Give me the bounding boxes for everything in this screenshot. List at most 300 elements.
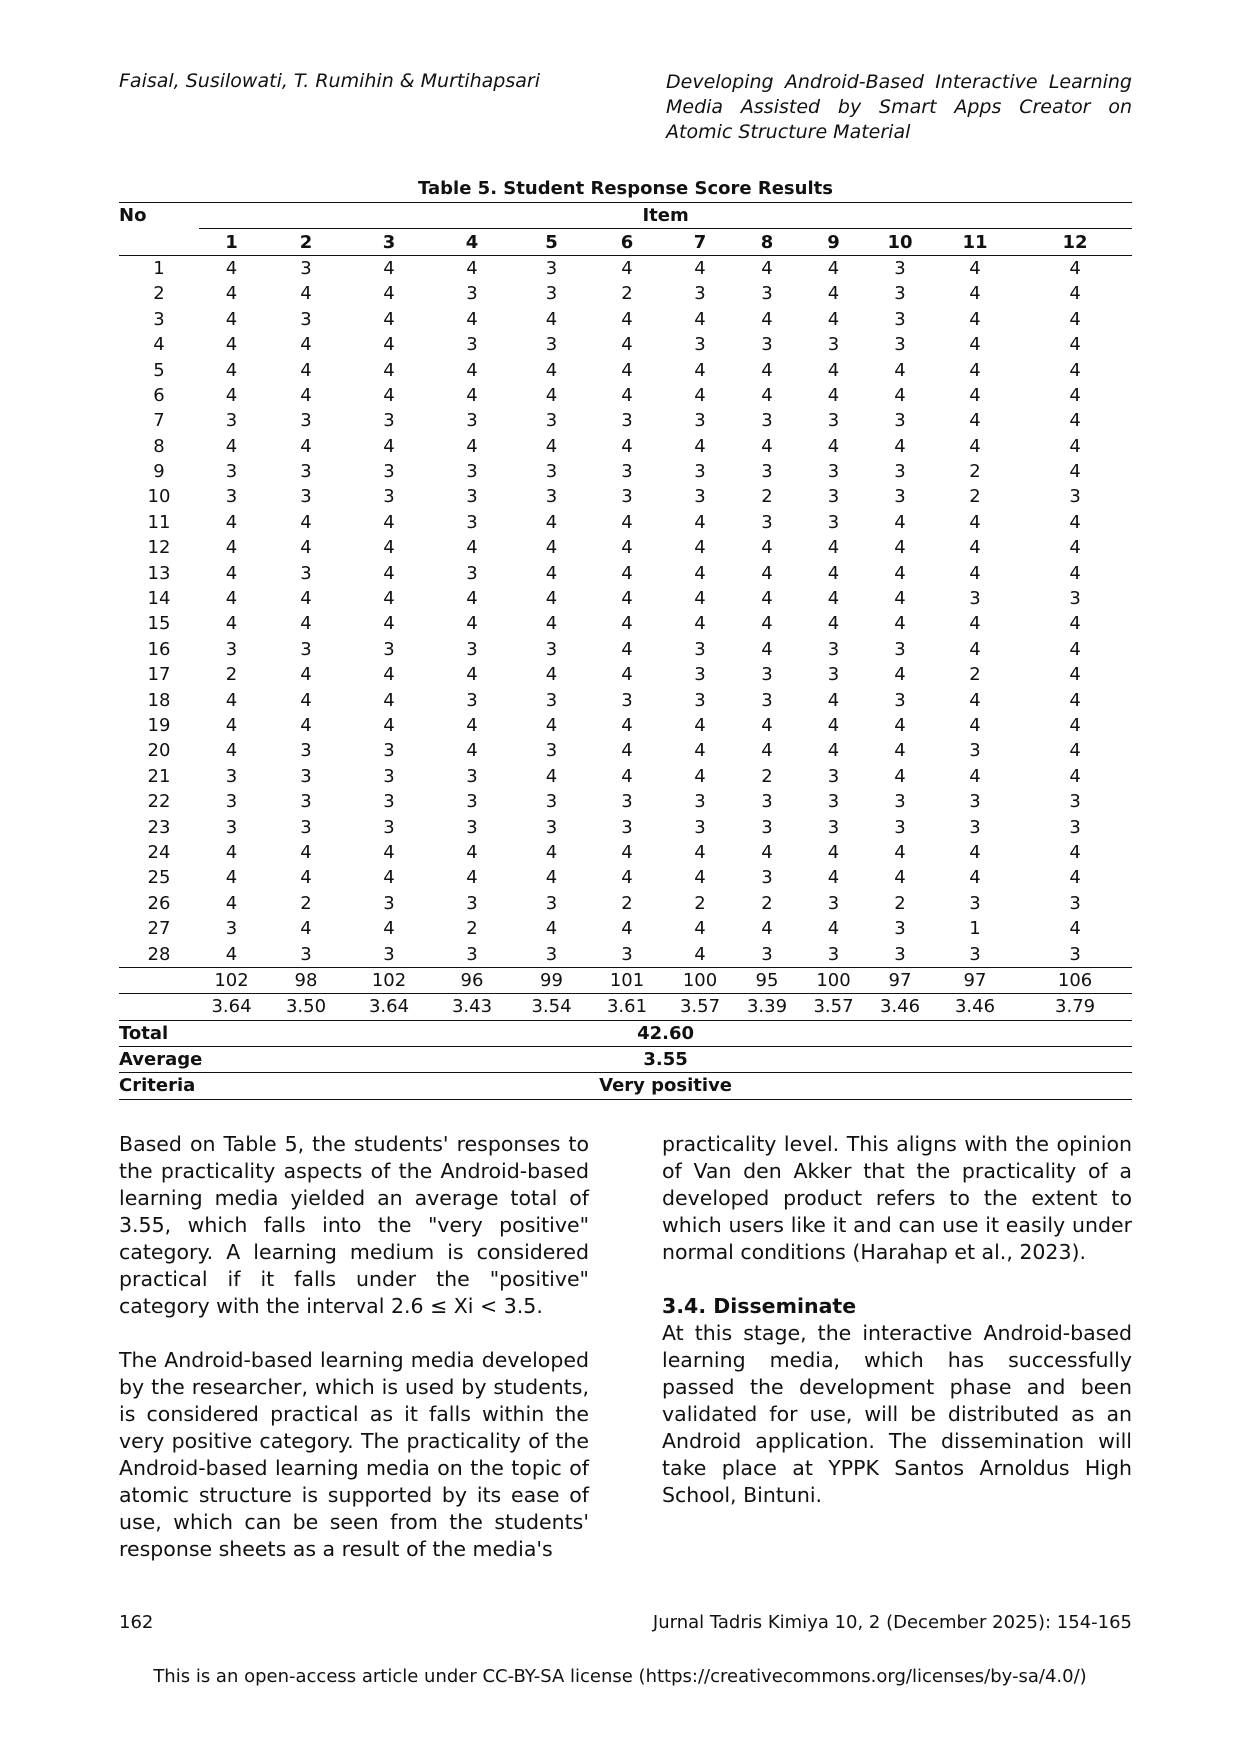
score-cell: 3 [894, 689, 906, 711]
mean-row [119, 994, 1132, 1020]
mean-cell: 3.64 [211, 996, 252, 1018]
score-cell: 3 [225, 791, 238, 813]
score-cell: 4 [466, 588, 478, 610]
score-cell: 3 [761, 943, 773, 965]
score-cell: 3 [383, 410, 395, 432]
score-cell: 3 [545, 791, 558, 813]
score-cell: 4 [694, 511, 706, 533]
score-cell: 4 [225, 511, 238, 533]
score-cell: 4 [225, 308, 238, 330]
score-cell: 4 [545, 562, 558, 584]
score-cell: 3 [894, 410, 906, 432]
score-cell: 4 [621, 613, 633, 635]
journal-citation: Jurnal Tadris Kimiya 10, 2 (December 2025): 154-165 [652, 1612, 1132, 1633]
mean-cell: 3.64 [368, 996, 410, 1018]
score-cell: 3 [969, 892, 981, 914]
score-cell: 4 [694, 841, 706, 863]
total-row [119, 1020, 1132, 1046]
score-cell: 3 [300, 791, 312, 813]
score-cell: 3 [300, 308, 312, 330]
score-cell: 4 [1069, 334, 1081, 356]
mean-cell: 3.43 [451, 996, 493, 1018]
header-article-title: Developing Android-Based Interactive Learning Media Assisted by Smart Apps Creator on Atomic Structure Material [666, 71, 1132, 143]
score-cell: 3 [225, 461, 238, 483]
score-cell: 4 [621, 638, 633, 660]
score-cell: 2 [621, 283, 633, 305]
score-cell: 4 [827, 918, 840, 940]
mean-cell: 3.61 [606, 996, 648, 1018]
score-cell: 4 [894, 664, 906, 686]
score-cell: 4 [466, 537, 478, 559]
score-cell: 4 [827, 537, 840, 559]
score-cell: 4 [969, 511, 981, 533]
score-cell: 4 [894, 715, 906, 736]
score-cell: 3 [694, 638, 706, 660]
score-cell: 3 [827, 638, 840, 660]
no-header: No [119, 205, 147, 227]
score-cell: 4 [969, 359, 981, 381]
score-cell: 3 [225, 816, 238, 838]
score-cell: 4 [969, 537, 981, 559]
item-number: 5 [545, 231, 558, 253]
score-cell: 2 [969, 461, 981, 483]
table-row [119, 637, 1132, 662]
student-number: 1 [153, 257, 165, 279]
score-cell: 4 [969, 308, 981, 330]
score-cell: 4 [694, 562, 706, 584]
score-cell: 4 [827, 588, 840, 610]
score-cell: 4 [894, 841, 906, 863]
score-cell: 4 [761, 918, 773, 940]
total-label: Total [119, 1022, 169, 1044]
score-cell: 4 [969, 613, 981, 635]
score-cell: 3 [300, 765, 312, 787]
table-row [119, 738, 1132, 763]
table-row [119, 459, 1132, 484]
score-cell: 4 [827, 435, 840, 457]
score-cell: 3 [466, 334, 478, 356]
total-value: 42.60 [637, 1022, 695, 1044]
table-row [119, 383, 1132, 408]
score-cell: 3 [383, 638, 395, 660]
score-cell: 4 [761, 384, 773, 406]
score-cell: 3 [761, 791, 773, 813]
student-number: 7 [153, 410, 165, 432]
table-row [119, 865, 1132, 890]
score-cell: 3 [1069, 791, 1081, 813]
score-cell: 3 [300, 638, 312, 660]
score-cell: 3 [894, 308, 906, 330]
score-cell: 4 [1069, 257, 1081, 279]
score-cell: 3 [545, 816, 558, 838]
score-cell: 4 [545, 765, 558, 787]
student-number: 16 [147, 638, 171, 660]
score-cell: 1 [969, 918, 981, 940]
score-cell: 4 [225, 867, 238, 889]
score-cell: 4 [545, 511, 558, 533]
score-cell: 4 [466, 435, 478, 457]
score-cell: 3 [545, 892, 558, 914]
student-number: 14 [147, 588, 171, 610]
score-cell: 3 [621, 486, 633, 508]
score-cell: 4 [827, 283, 840, 305]
item-number: 1 [225, 231, 238, 253]
score-cell: 4 [383, 308, 395, 330]
student-number: 25 [147, 867, 171, 889]
score-cell: 3 [694, 486, 706, 508]
score-cell: 3 [300, 562, 312, 584]
score-cell: 3 [827, 334, 840, 356]
score-cell: 4 [225, 689, 238, 711]
score-cell: 3 [894, 816, 906, 838]
score-cell: 4 [827, 257, 840, 279]
sum-cell: 100 [682, 969, 718, 991]
table-row [119, 840, 1132, 865]
score-cell: 4 [383, 537, 395, 559]
score-cell: 3 [827, 486, 840, 508]
score-cell: 3 [761, 334, 773, 356]
student-number: 28 [147, 943, 171, 965]
table-row [119, 611, 1132, 636]
sum-row [119, 967, 1132, 993]
score-cell: 4 [1069, 867, 1081, 889]
score-cell: 4 [466, 257, 478, 279]
score-cell: 2 [225, 664, 238, 686]
mean-cell: 3.46 [954, 996, 996, 1018]
score-cell: 3 [827, 461, 840, 483]
score-cell: 4 [225, 613, 238, 635]
score-cell: 3 [761, 664, 773, 686]
score-cell: 3 [300, 816, 312, 838]
score-cell: 4 [694, 588, 706, 610]
table-row [119, 255, 1132, 281]
score-cell: 2 [969, 486, 981, 508]
score-cell: 4 [466, 740, 478, 762]
score-cell: 4 [621, 715, 633, 736]
sum-cell: 102 [214, 969, 249, 991]
score-cell: 4 [894, 562, 906, 584]
score-cell: 4 [466, 384, 478, 406]
score-cell: 4 [383, 283, 395, 305]
score-cell: 3 [694, 791, 706, 813]
score-cell: 4 [545, 841, 558, 863]
mean-cell: 3.54 [531, 996, 572, 1018]
score-cell: 4 [225, 537, 238, 559]
score-cell: 4 [621, 562, 633, 584]
score-cell: 4 [761, 613, 773, 635]
score-cell: 3 [894, 257, 906, 279]
student-number: 27 [147, 918, 171, 940]
score-cell: 4 [894, 511, 906, 533]
score-cell: 4 [621, 740, 633, 762]
item-number: 7 [693, 231, 707, 253]
score-cell: 4 [621, 308, 633, 330]
score-cell: 4 [545, 613, 558, 635]
score-cell: 3 [621, 461, 633, 483]
score-cell: 3 [1069, 943, 1081, 965]
score-cell: 3 [383, 486, 395, 508]
score-cell: 4 [621, 765, 633, 787]
score-cell: 4 [225, 384, 238, 406]
student-number: 26 [147, 892, 171, 914]
score-cell: 4 [621, 841, 633, 863]
item-number: 8 [760, 231, 774, 253]
item-number: 10 [887, 231, 913, 253]
score-cell: 3 [1069, 816, 1081, 838]
score-cell: 4 [1069, 435, 1081, 457]
score-cell: 4 [466, 664, 478, 686]
score-cell: 4 [300, 435, 312, 457]
sum-cell: 96 [460, 969, 484, 991]
score-cell: 4 [827, 715, 840, 736]
score-cell: 4 [894, 384, 906, 406]
score-cell: 4 [1069, 511, 1081, 533]
score-cell: 3 [694, 461, 706, 483]
score-cell: 4 [545, 588, 558, 610]
student-number: 4 [153, 334, 165, 356]
criteria-row [119, 1073, 1132, 1099]
mean-cell: 3.79 [1055, 996, 1096, 1018]
table-row [119, 434, 1132, 459]
score-cell: 4 [1069, 537, 1081, 559]
score-cell: 3 [621, 816, 633, 838]
score-cell: 4 [1069, 664, 1081, 686]
score-cell: 4 [761, 435, 773, 457]
table-row [119, 687, 1132, 712]
table-row [119, 764, 1132, 789]
score-cell: 3 [466, 486, 478, 508]
score-cell: 3 [545, 283, 558, 305]
score-cell: 3 [300, 410, 312, 432]
student-number: 22 [147, 791, 171, 813]
score-cell: 4 [1069, 283, 1081, 305]
score-cell: 3 [894, 943, 906, 965]
table-row [119, 484, 1132, 509]
score-cell: 4 [300, 715, 312, 736]
score-cell: 2 [761, 892, 773, 914]
score-cell: 3 [466, 562, 478, 584]
score-cell: 4 [894, 588, 906, 610]
score-cell: 4 [1069, 613, 1081, 635]
score-cell: 3 [300, 486, 312, 508]
student-number: 6 [153, 384, 165, 406]
score-cell: 4 [1069, 841, 1081, 863]
score-cell: 4 [894, 359, 906, 381]
score-cell: 4 [1069, 562, 1081, 584]
body-paragraph: Based on Table 5, the students' responses to the practicality aspects of the Android-based learning media yielded an average total of 3.55, which falls into the "very positive" category. A learning medium is considered practical if it falls under the "positive" category with the interval 2.6 ≤ Xi < 3.5. [119, 1132, 589, 1318]
score-cell: 4 [383, 867, 395, 889]
score-cell: 3 [383, 765, 395, 787]
criteria-label: Criteria [119, 1075, 196, 1097]
table-row [119, 662, 1132, 687]
score-cell: 4 [621, 511, 633, 533]
sum-cell: 102 [371, 969, 407, 991]
mean-cell: 3.57 [679, 996, 721, 1018]
item-number: 2 [299, 231, 313, 253]
table-caption: Table 5. Student Response Score Results [418, 178, 833, 199]
table-row [119, 916, 1132, 941]
score-cell: 4 [621, 334, 633, 356]
score-cell: 2 [621, 892, 633, 914]
score-cell: 3 [827, 511, 840, 533]
score-cell: 4 [300, 689, 312, 711]
score-cell: 2 [466, 918, 478, 940]
score-cell: 4 [761, 841, 773, 863]
score-cell: 3 [383, 791, 395, 813]
score-cell: 3 [761, 511, 773, 533]
score-cell: 4 [621, 359, 633, 381]
score-cell: 4 [300, 867, 312, 889]
score-cell: 4 [1069, 461, 1081, 483]
score-cell: 4 [969, 689, 981, 711]
score-cell: 3 [466, 689, 478, 711]
score-cell: 4 [621, 435, 633, 457]
license-notice: This is an open-access article under CC-BY-SA license (https://creativecommons.org/licenses/by-sa/4.0/) [153, 1666, 1087, 1687]
score-cell: 4 [621, 588, 633, 610]
score-cell: 4 [225, 715, 238, 736]
score-cell: 4 [1069, 359, 1081, 381]
page-number: 162 [119, 1612, 154, 1633]
score-cell: 4 [621, 918, 633, 940]
score-cell: 4 [969, 841, 981, 863]
score-cell: 4 [545, 664, 558, 686]
table-row [119, 891, 1132, 916]
score-cell: 4 [1069, 918, 1081, 940]
mean-cell: 3.39 [746, 996, 788, 1018]
score-cell: 4 [383, 384, 395, 406]
table-row [119, 281, 1132, 306]
score-cell: 4 [827, 613, 840, 635]
score-cell: 3 [894, 334, 906, 356]
score-cell: 4 [894, 613, 906, 635]
score-cell: 4 [1069, 384, 1081, 406]
body-paragraph: The Android-based learning media developed by the researcher, which is used by students, is considered practical as it falls within the very positive category. The practicality of the Android-based learning media on the topic of atomic structure is supported by its ease of use, which can be seen from the students' response sheets as a result of the media's [119, 1348, 589, 1561]
score-cell: 4 [827, 740, 840, 762]
student-number: 10 [147, 486, 171, 508]
score-cell: 4 [761, 359, 773, 381]
score-cell: 4 [300, 588, 312, 610]
score-cell: 3 [545, 689, 558, 711]
score-cell: 4 [225, 257, 238, 279]
score-cell: 4 [894, 740, 906, 762]
item-header: Item [199, 203, 1132, 229]
score-cell: 3 [827, 892, 840, 914]
score-cell: 3 [827, 765, 840, 787]
score-cell: 4 [225, 334, 238, 356]
score-cell: 4 [545, 867, 558, 889]
score-cell: 4 [761, 308, 773, 330]
score-cell: 4 [969, 435, 981, 457]
mean-cell: 3.57 [813, 996, 854, 1018]
student-number: 11 [147, 511, 171, 533]
score-cell: 3 [466, 816, 478, 838]
score-cell: 3 [621, 410, 633, 432]
score-cell: 4 [300, 613, 312, 635]
score-cell: 4 [827, 841, 840, 863]
score-cell: 4 [1069, 689, 1081, 711]
score-cell: 4 [300, 537, 312, 559]
score-cell: 4 [466, 308, 478, 330]
average-value: 3.55 [643, 1049, 688, 1071]
score-cell: 4 [761, 588, 773, 610]
average-label: Average [119, 1049, 203, 1071]
score-cell: 3 [545, 257, 558, 279]
score-cell: 3 [694, 283, 706, 305]
sum-cell: 97 [888, 969, 912, 991]
score-cell: 4 [383, 918, 395, 940]
score-cell: 4 [694, 257, 706, 279]
student-number: 13 [147, 562, 171, 584]
score-cell: 4 [383, 359, 395, 381]
sum-cell: 101 [609, 969, 645, 991]
score-cell: 4 [225, 359, 238, 381]
score-cell: 3 [466, 410, 478, 432]
student-number: 9 [153, 461, 165, 483]
student-number: 20 [147, 740, 171, 762]
score-cell: 2 [894, 892, 906, 914]
student-number: 3 [153, 308, 165, 330]
score-cell: 4 [1069, 410, 1081, 432]
right-column [662, 1131, 1132, 1536]
score-cell: 3 [383, 943, 395, 965]
sum-cell: 99 [540, 969, 563, 991]
item-number: 9 [827, 231, 840, 253]
score-cell: 4 [1069, 308, 1081, 330]
student-number: 17 [147, 664, 171, 686]
score-cell: 4 [621, 537, 633, 559]
score-cell: 3 [300, 257, 312, 279]
score-cell: 4 [225, 588, 238, 610]
score-cell: 4 [694, 943, 706, 965]
score-cell: 3 [466, 461, 478, 483]
score-cell: 4 [969, 334, 981, 356]
score-cell: 4 [383, 664, 395, 686]
score-cell: 2 [761, 765, 773, 787]
student-number: 21 [147, 765, 171, 787]
score-cell: 3 [969, 816, 981, 838]
score-cell: 4 [694, 867, 706, 889]
section-heading: 3.4. Disseminate [662, 1294, 857, 1318]
score-cell: 4 [300, 918, 312, 940]
score-cell: 4 [545, 715, 558, 736]
score-cell: 4 [969, 715, 981, 736]
score-cell: 4 [545, 918, 558, 940]
table-row [119, 814, 1132, 839]
score-cell: 3 [225, 918, 238, 940]
score-cell: 3 [383, 740, 395, 762]
mean-cell: 3.46 [879, 996, 921, 1018]
score-cell: 3 [545, 486, 558, 508]
score-cell: 2 [969, 664, 981, 686]
score-cell: 4 [694, 384, 706, 406]
score-cell: 3 [1069, 892, 1081, 914]
score-cell: 4 [225, 283, 238, 305]
average-row [119, 1046, 1132, 1072]
sum-cell: 98 [294, 969, 318, 991]
score-cell: 3 [761, 410, 773, 432]
score-cell: 4 [300, 511, 312, 533]
table-row [119, 307, 1132, 332]
score-cell: 4 [383, 841, 395, 863]
score-cell: 4 [694, 765, 706, 787]
score-cell: 4 [761, 257, 773, 279]
score-cell: 4 [694, 435, 706, 457]
score-cell: 4 [621, 867, 633, 889]
score-cell: 4 [1069, 765, 1081, 787]
score-cell: 4 [894, 867, 906, 889]
score-cell: 3 [827, 791, 840, 813]
score-cell: 3 [225, 486, 238, 508]
